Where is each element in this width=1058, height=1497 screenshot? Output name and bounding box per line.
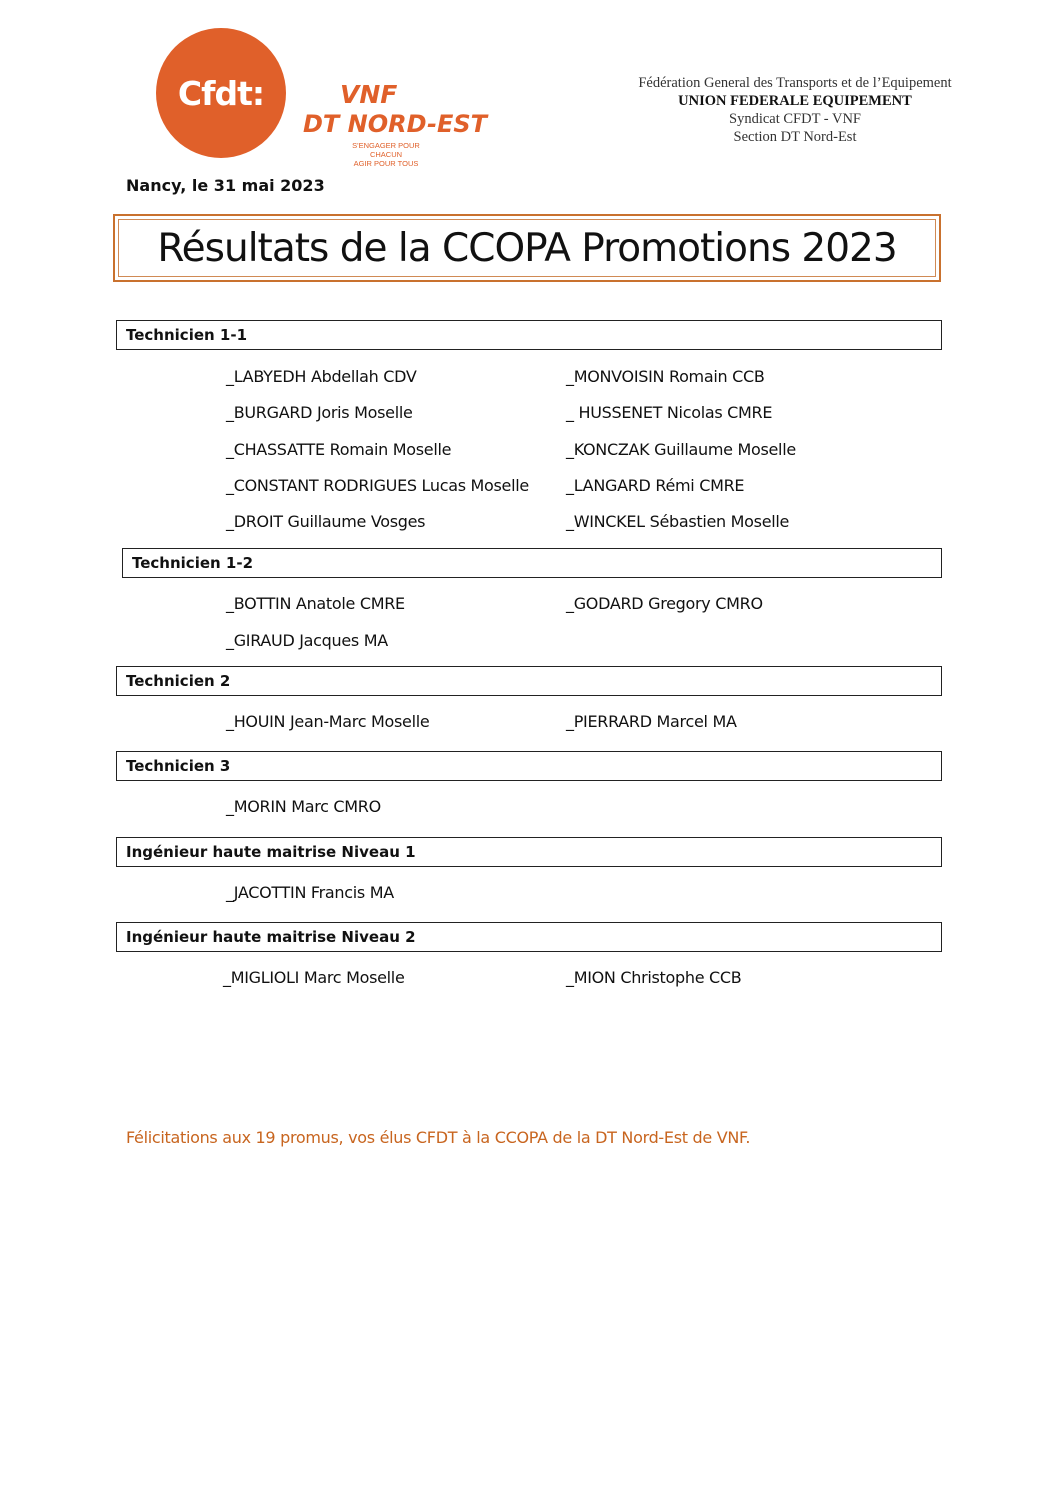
promoted-name: _CHASSATTE Romain Moselle xyxy=(226,440,452,459)
category-header: Technicien 3 xyxy=(116,751,942,781)
promoted-name: _BOTTIN Anatole CMRE xyxy=(226,594,405,613)
promoted-name: _BURGARD Joris Moselle xyxy=(226,403,413,422)
cfdt-logo-text: Cfdt: xyxy=(177,73,265,113)
promoted-name: _CONSTANT RODRIGUES Lucas Moselle xyxy=(226,476,529,495)
logo-tagline: S'ENGAGER POUR CHACUN AGIR POUR TOUS xyxy=(352,141,420,168)
cfdt-logo-circle xyxy=(156,28,286,158)
promoted-name: _DROIT Guillaume Vosges xyxy=(226,512,426,531)
congratulations-message: Félicitations aux 19 promus, vos élus CFDT à la CCOPA de la DT Nord-Est de VNF. xyxy=(126,1128,751,1147)
vnf-logo-text: VNF xyxy=(340,80,398,109)
promoted-name: _MIGLIOLI Marc Moselle xyxy=(223,968,405,987)
dt-nord-est-logo-text: DT NORD-EST xyxy=(303,110,487,138)
promoted-name: _MORIN Marc CMRO xyxy=(226,797,381,816)
promoted-name: _MONVOISIN Romain CCB xyxy=(566,367,765,386)
promoted-name: _LANGARD Rémi CMRE xyxy=(566,476,745,495)
promoted-name: _JACOTTIN Francis MA xyxy=(226,883,394,902)
promoted-name: _LABYEDH Abdellah CDV xyxy=(226,367,417,386)
page-title: Résultats de la CCOPA Promotions 2023 xyxy=(157,225,897,271)
category-header: Ingénieur haute maitrise Niveau 1 xyxy=(116,837,942,867)
promoted-name: _GIRAUD Jacques MA xyxy=(226,631,388,650)
title-box xyxy=(113,214,941,282)
promoted-name: _ HUSSENET Nicolas CMRE xyxy=(566,403,773,422)
category-header: Ingénieur haute maitrise Niveau 2 xyxy=(116,922,942,952)
cfdt-vnf-logo xyxy=(150,22,490,170)
promoted-name: _HOUIN Jean-Marc Moselle xyxy=(226,712,430,731)
federation-header xyxy=(600,74,990,146)
promoted-name: _GODARD Gregory CMRO xyxy=(566,594,763,613)
document-date: Nancy, le 31 mai 2023 xyxy=(126,176,325,195)
promoted-name: _WINCKEL Sébastien Moselle xyxy=(566,512,790,531)
category-header: Technicien 1-2 xyxy=(122,548,942,578)
federation-line-4: Section DT Nord-Est xyxy=(733,129,857,145)
promoted-name: _MION Christophe CCB xyxy=(566,968,742,987)
federation-line-2: UNION FEDERALE EQUIPEMENT xyxy=(678,93,912,109)
federation-line-1: Fédération General des Transports et de l’Equipement xyxy=(638,75,952,91)
category-header: Technicien 1-1 xyxy=(116,320,942,350)
promoted-name: _KONCZAK Guillaume Moselle xyxy=(566,440,796,459)
category-header: Technicien 2 xyxy=(116,666,942,696)
promoted-name: _PIERRARD Marcel MA xyxy=(566,712,737,731)
federation-line-3: Syndicat CFDT - VNF xyxy=(729,111,861,127)
